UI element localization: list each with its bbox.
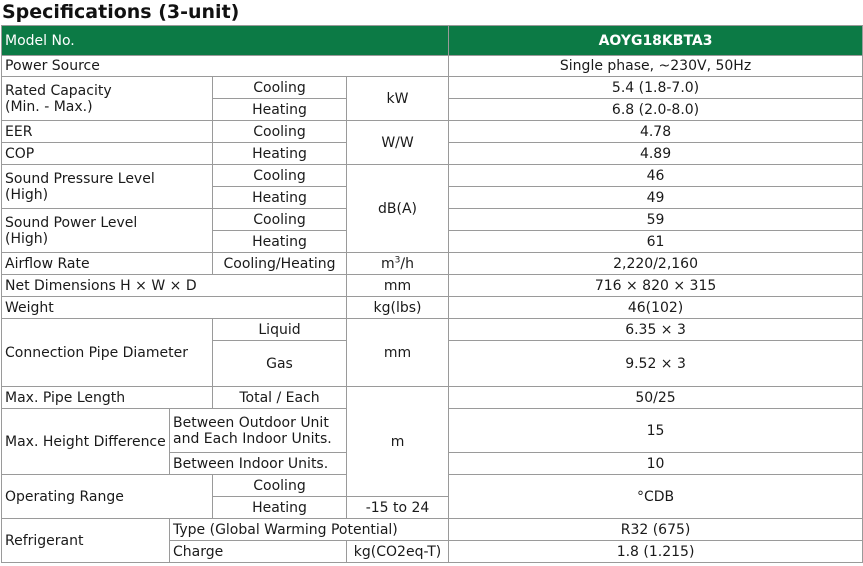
model-label: Model No. — [2, 26, 449, 56]
length-unit: m — [347, 387, 449, 497]
sound-pressure-heating-value: 49 — [449, 187, 863, 209]
pipe-gas-label: Gas — [213, 341, 347, 387]
dimensions-value: 716 × 820 × 315 — [449, 275, 863, 297]
height-diff-sub2: Between Indoor Units. — [170, 453, 347, 475]
pipe-liquid-value: 6.35 × 3 — [449, 319, 863, 341]
cop-value: 4.89 — [449, 143, 863, 165]
airflow-label: Airflow Rate — [2, 253, 213, 275]
eer-mode: Cooling — [213, 121, 347, 143]
height-diff-sub1-line2: and Each Indoor Units. — [173, 430, 332, 447]
operating-range-label: Operating Range — [2, 475, 213, 519]
pipe-diameter-unit: mm — [347, 319, 449, 387]
weight-unit: kg(lbs) — [347, 297, 449, 319]
refrigerant-charge-unit: kg(CO2eq-T) — [347, 541, 449, 563]
sound-power-label — [2, 209, 213, 253]
sound-pressure-heating-mode: Heating — [213, 187, 347, 209]
height-diff-sub1 — [170, 409, 347, 453]
weight-label: Weight — [2, 297, 347, 319]
model-value: AOYG18KBTA3 — [449, 26, 863, 56]
rated-capacity-heating-mode: Heating — [213, 99, 347, 121]
rated-capacity-heating-value: 6.8 (2.0-8.0) — [449, 99, 863, 121]
table-row — [2, 319, 863, 341]
sound-pressure-cooling-mode: Cooling — [213, 165, 347, 187]
table-row — [2, 56, 863, 77]
refrigerant-label: Refrigerant — [2, 519, 170, 563]
height-diff-value1: 15 — [449, 409, 863, 453]
height-diff-value2: 10 — [449, 453, 863, 475]
refrigerant-type-value: R32 (675) — [449, 519, 863, 541]
pipe-gas-value: 9.52 × 3 — [449, 341, 863, 387]
airflow-mode: Cooling/Heating — [213, 253, 347, 275]
dimensions-unit: mm — [347, 275, 449, 297]
rated-capacity-cooling-mode: Cooling — [213, 77, 347, 99]
pipe-length-value: 50/25 — [449, 387, 863, 409]
eer-value: 4.78 — [449, 121, 863, 143]
sound-pressure-label-line1: Sound Pressure Level — [5, 170, 155, 187]
sound-pressure-label-line2: (High) — [5, 186, 49, 203]
table-row — [2, 387, 863, 409]
weight-value: 46(102) — [449, 297, 863, 319]
refrigerant-type-label: Type (Global Warming Potential) — [170, 519, 449, 541]
rated-capacity-label-line2: (Min. - Max.) — [5, 98, 93, 115]
table-row — [2, 77, 863, 99]
power-source-label: Power Source — [2, 56, 449, 77]
height-diff-sub1-line1: Between Outdoor Unit — [173, 414, 329, 431]
power-source-value: Single phase, ~230V, 50Hz — [449, 56, 863, 77]
rated-capacity-label-line1: Rated Capacity — [5, 82, 112, 99]
refrigerant-charge-value: 1.8 (1.215) — [449, 541, 863, 563]
cop-mode: Heating — [213, 143, 347, 165]
airflow-value: 2,220/2,160 — [449, 253, 863, 275]
operating-range-cooling-mode: Cooling — [213, 475, 347, 497]
sound-power-heating-mode: Heating — [213, 231, 347, 253]
airflow-unit-base: m — [381, 255, 395, 272]
table-row — [2, 297, 863, 319]
pipe-length-sub: Total / Each — [213, 387, 347, 409]
operating-range-heating-mode: Heating — [213, 497, 347, 519]
sound-pressure-cooling-value: 46 — [449, 165, 863, 187]
table-header-row — [2, 26, 863, 56]
rated-capacity-label — [2, 77, 213, 121]
airflow-unit-sup: 3 — [394, 254, 401, 265]
sound-power-cooling-value: 59 — [449, 209, 863, 231]
sound-power-label-line1: Sound Power Level — [5, 214, 138, 231]
sound-power-heating-value: 61 — [449, 231, 863, 253]
refrigerant-charge-label: Charge — [170, 541, 347, 563]
sound-pressure-label — [2, 165, 213, 209]
rated-capacity-cooling-value: 5.4 (1.8-7.0) — [449, 77, 863, 99]
eer-label: EER — [2, 121, 213, 143]
eer-cop-unit: W/W — [347, 121, 449, 165]
pipe-liquid-label: Liquid — [213, 319, 347, 341]
table-row — [2, 121, 863, 143]
spec-table — [1, 25, 863, 563]
dimensions-label: Net Dimensions H × W × D — [2, 275, 347, 297]
sound-unit: dB(A) — [347, 165, 449, 253]
table-row — [2, 275, 863, 297]
operating-range-unit: °CDB — [449, 475, 863, 519]
sound-power-label-line2: (High) — [5, 230, 49, 247]
airflow-unit-tail: /h — [400, 255, 414, 272]
height-diff-label: Max. Height Difference — [2, 409, 170, 475]
pipe-diameter-label: Connection Pipe Diameter — [2, 319, 213, 387]
operating-range-heating-value: -15 to 24 — [347, 497, 449, 519]
sound-power-cooling-mode: Cooling — [213, 209, 347, 231]
cop-label: COP — [2, 143, 213, 165]
airflow-unit — [347, 253, 449, 275]
table-row — [2, 253, 863, 275]
rated-capacity-unit: kW — [347, 77, 449, 121]
page-title: Specifications (3-unit) — [2, 1, 240, 23]
table-row — [2, 519, 863, 541]
pipe-length-label: Max. Pipe Length — [2, 387, 213, 409]
table-row — [2, 165, 863, 187]
